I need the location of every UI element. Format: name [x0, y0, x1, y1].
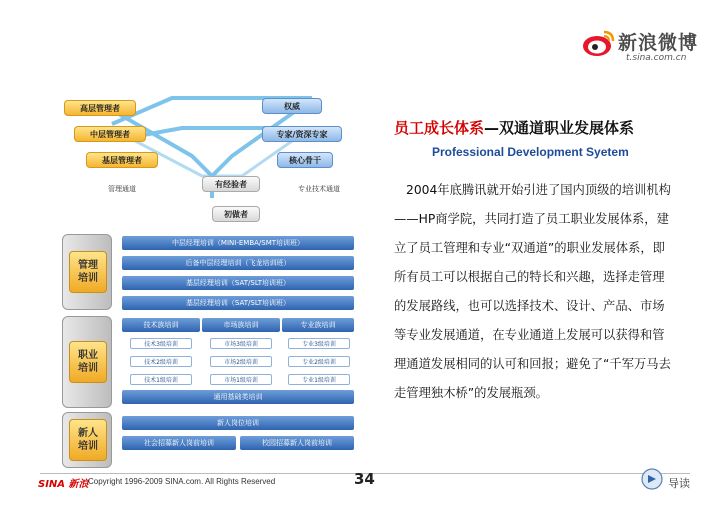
mgmt-bar-3: 基层经理培训（SAT/SLT培训班） — [122, 276, 354, 290]
mgmt-bar-2: 后备中层经理培训（飞龙培训班） — [122, 256, 354, 270]
page-subtitle: Professional Development Syetem — [432, 145, 629, 159]
logo-brand: 新浪微博 — [618, 32, 699, 54]
new-training-tag: 新人 培训 — [69, 419, 107, 461]
general-training-bar: 通用基础类培训 — [122, 390, 354, 404]
mgmt-training-tag: 管理 培训 — [69, 251, 107, 293]
pro-training-tag: 职业 培训 — [69, 341, 107, 383]
page-title — [394, 117, 634, 138]
career-training-diagram — [52, 86, 372, 471]
mgmt-training-panel — [62, 234, 112, 310]
mkt-level-2: 市场2级培训 — [210, 356, 272, 367]
body-paragraph: 2004年底腾讯就开始引进了国内顶级的培训机构——HP商学院，共同打造了员工职业发展体系，建立了员工管理和专业“双通道”的职业发展体系，即所有员工可以根据自己的特长和兴趣，选择走管理的发展路线，也可以选择技术、设计、产品、市场等专业发展通道，在专业通道上发展可以获得和管理通道发展相同的认可和回报；避免了“千军万马去走管理独木桥”的发展瓶颈。 — [394, 183, 671, 400]
pro-head-specialist: 专业族培训 — [282, 318, 354, 332]
pro-level-3: 专业3级培训 — [288, 338, 350, 349]
new-training-panel — [62, 412, 112, 468]
pro-level-1: 专业1级培训 — [288, 374, 350, 385]
title-highlight: 员工成长体系 — [394, 119, 485, 137]
footer-sina-logo: SINA 新浪 — [38, 479, 89, 490]
track-management: 管理通道 — [108, 185, 136, 193]
mkt-level-1: 市场1级培训 — [210, 374, 272, 385]
tech-level-2: 技术2级培训 — [130, 356, 192, 367]
pro-training-panel — [62, 316, 112, 408]
weibo-eye-icon — [582, 28, 616, 58]
role-core-backbone: 核心骨干 — [277, 152, 333, 168]
role-authority: 权威 — [262, 98, 322, 114]
pro-level-2: 专业2级培训 — [288, 356, 350, 367]
guide-icon[interactable] — [640, 468, 666, 490]
new-hire-bar: 新人岗位培训 — [122, 416, 354, 430]
role-senior-manager: 高层管理者 — [64, 100, 136, 116]
mkt-level-3: 市场3级培训 — [210, 338, 272, 349]
role-expert: 专家/资深专家 — [262, 126, 342, 142]
role-experienced: 有经验者 — [202, 176, 260, 192]
pro-head-tech: 技术族培训 — [122, 318, 200, 332]
mgmt-bar-1: 中层经理培训（MINI-EMBA/SMT培训班） — [122, 236, 354, 250]
footer-copyright: Copyright 1996-2009 SINA.com. All Rights Reserved — [88, 477, 276, 486]
tech-level-3: 技术3级培训 — [130, 338, 192, 349]
role-middle-manager: 中层管理者 — [74, 126, 146, 142]
guide-link[interactable]: 导读 — [668, 477, 690, 490]
title-rest: —双通道职业发展体系 — [484, 119, 635, 137]
sina-weibo-logo — [582, 20, 702, 68]
role-junior-manager: 基层管理者 — [86, 152, 158, 168]
mgmt-bar-4: 基层经理培训（SAT/SLT培训班） — [122, 296, 354, 310]
page-number: 34 — [354, 470, 375, 488]
logo-url: t.sina.com.cn — [626, 53, 687, 63]
new-campus-bar: 校园招募新人岗前培训 — [240, 436, 354, 450]
tech-level-1: 技术1级培训 — [130, 374, 192, 385]
pro-head-market: 市场族培训 — [202, 318, 280, 332]
role-beginner: 初做者 — [212, 206, 260, 222]
track-professional: 专业技术通道 — [298, 185, 340, 193]
new-social-bar: 社会招募新人岗前培训 — [122, 436, 236, 450]
